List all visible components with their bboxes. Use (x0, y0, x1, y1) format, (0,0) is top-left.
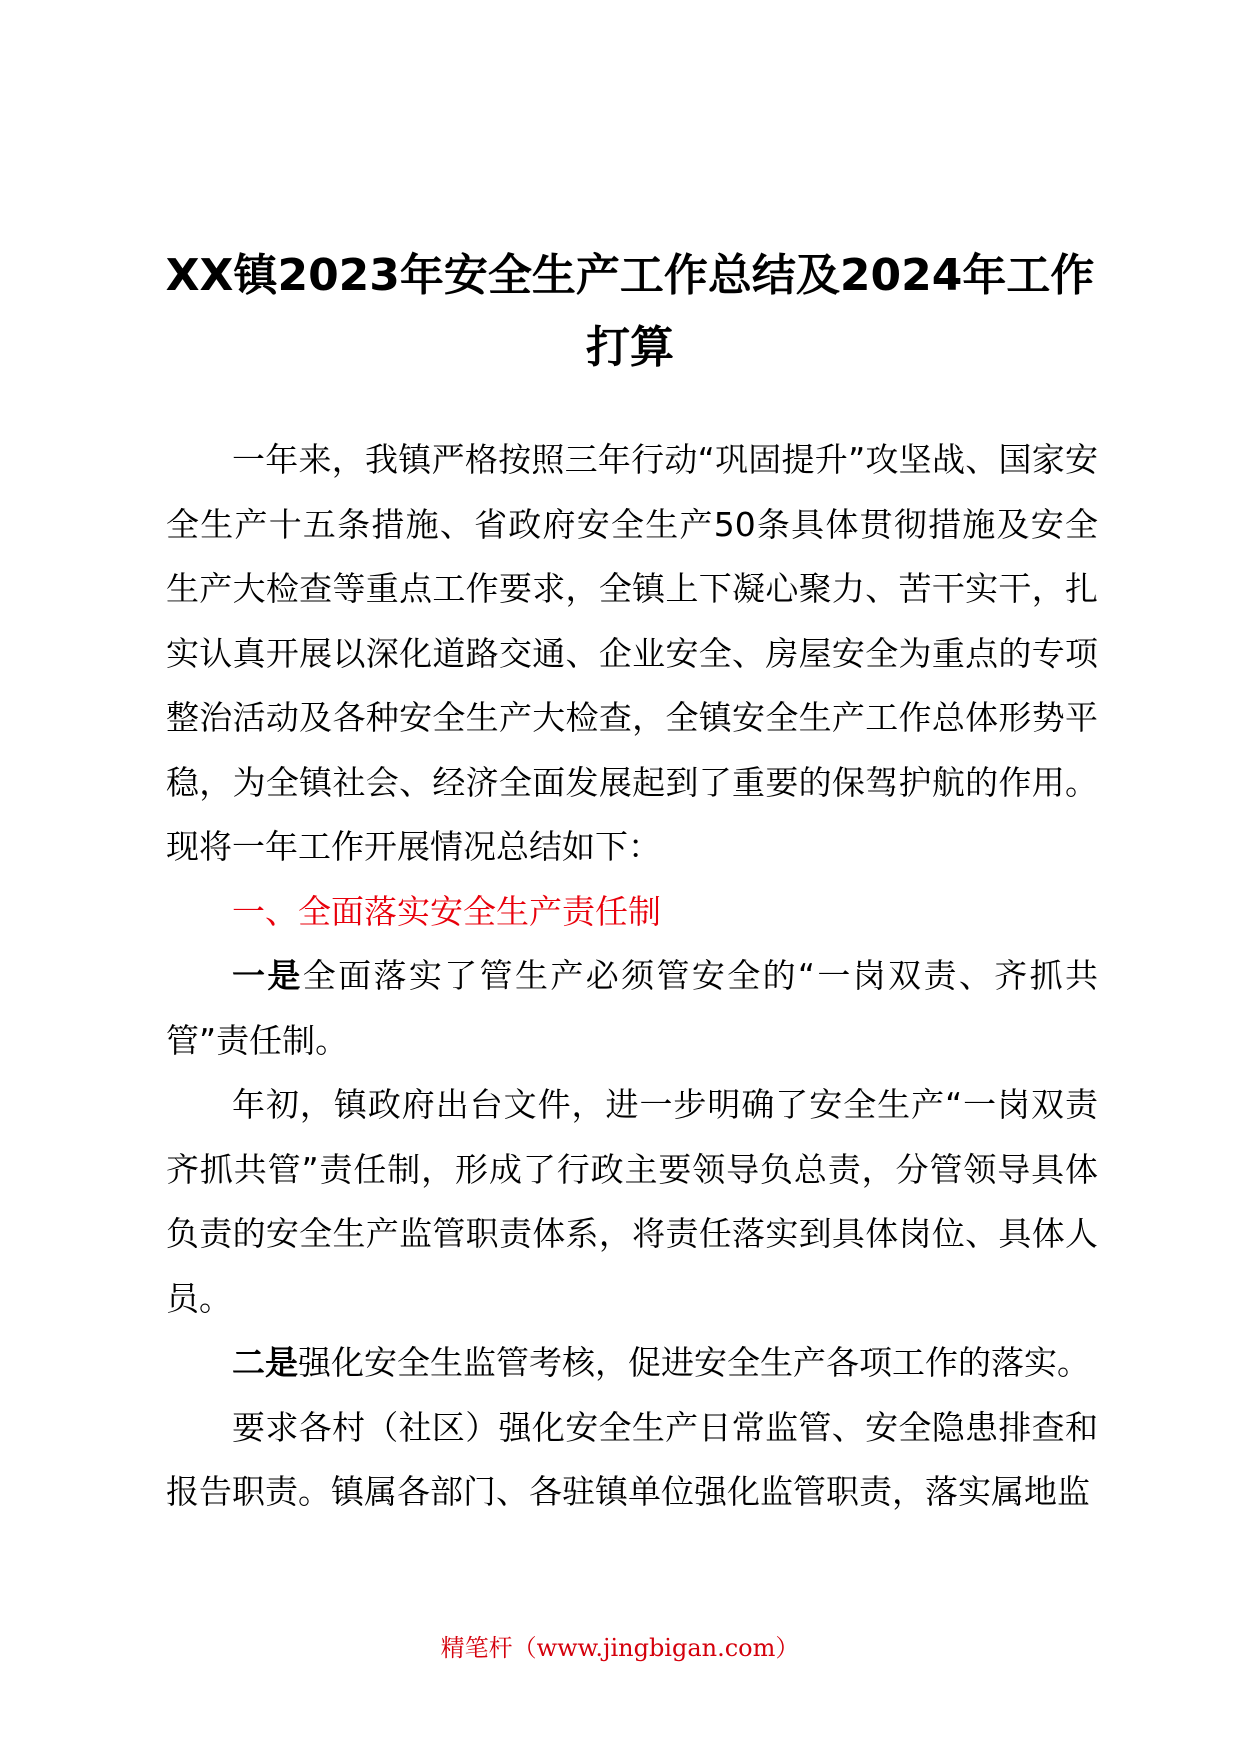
intro-paragraph: 一年来，我镇严格按照三年行动“巩固提升”攻坚战、国家安全生产十五条措施、省政府安全生产50条具体贯彻措施及安全生产大检查等重点工作要求，全镇上下凝心聚力、苦干实干，扎实认真开展以深化道路交通、企业安全、房屋安全为重点的专项整治活动及各种安全生产大检查，全镇安全生产工作总体形势平稳，为全镇社会、经济全面发展起到了重要的保驾护航的作用。现将一年工作开展情况总结如下： (166, 440, 1098, 866)
item-1-lead: 一是 (232, 956, 303, 995)
item-2-paragraph (166, 1331, 1098, 1396)
item-2-detail-paragraph: 要求各村（社区）强化安全生产日常监管、安全隐患排查和报告职责。镇属各部门、各驻镇单位强化监管职责，落实属地监 (166, 1407, 1098, 1511)
item-2-text: 强化安全生监管考核，促进安全生产各项工作的落实。 (298, 1343, 1090, 1382)
item-1-text: 全面落实了管生产必须管安全的“一岗双责、齐抓共管”责任制。 (166, 956, 1098, 1060)
footer-watermark: 精笔杆（www.jingbigan.com） (440, 1634, 800, 1662)
document-title (150, 240, 1110, 384)
section-heading: 一、全面落实安全生产责任制 (232, 891, 661, 931)
title-line-2: 打算 (586, 322, 674, 373)
item-1-detail-paragraph: 年初，镇政府出台文件，进一步明确了安全生产“一岗双责齐抓共管”责任制，形成了行政主要领导负总责，分管领导具体负责的安全生产监管职责体系，将责任落实到具体岗位、具体人员。 (166, 1085, 1098, 1318)
item-2-lead: 二是 (232, 1343, 298, 1382)
document-body (166, 428, 1098, 1525)
title-line-1: XX镇2023年安全生产工作总结及2024年工作 (165, 250, 1095, 301)
item-1-paragraph (166, 944, 1098, 1073)
